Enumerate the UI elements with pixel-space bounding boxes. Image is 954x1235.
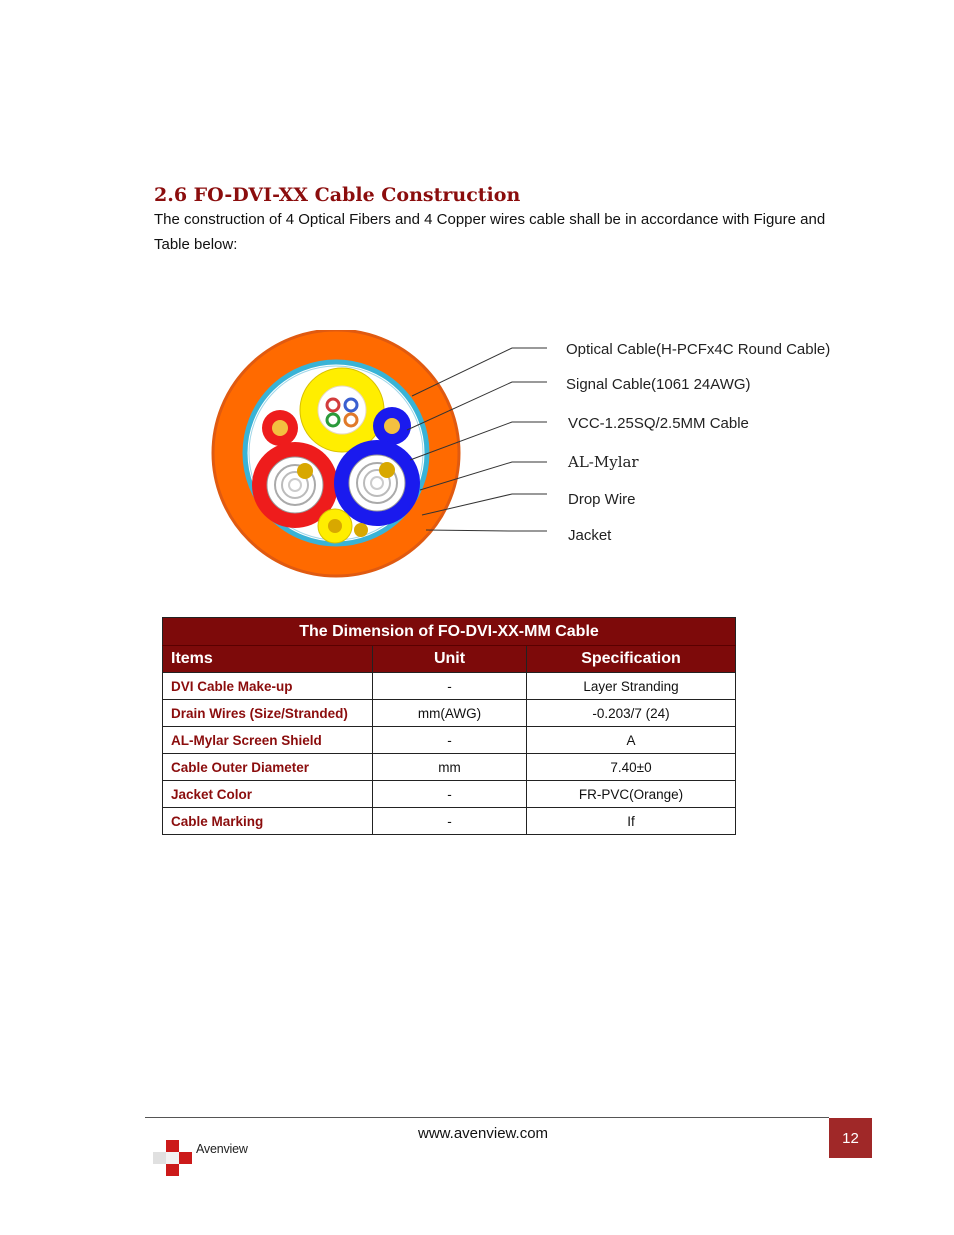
cell-item: Cable Marking [163, 808, 373, 835]
cell-unit: - [373, 808, 527, 835]
section-heading: 2.6 FO-DVI-XX Cable Construction [154, 184, 521, 206]
cell-unit: mm [373, 754, 527, 781]
cell-spec: 7.40±0 [527, 754, 736, 781]
cell-spec: FR-PVC(Orange) [527, 781, 736, 808]
table-row [163, 673, 736, 700]
avenview-logo [152, 1134, 262, 1180]
logo-mark-icon [152, 1134, 196, 1180]
cell-spec: A [527, 727, 736, 754]
cell-unit: mm(AWG) [373, 700, 527, 727]
vcc-cable-blue [373, 407, 411, 445]
label-mylar: AL-Mylar [568, 453, 639, 471]
cell-item: DVI Cable Make-up [163, 673, 373, 700]
label-signal: Signal Cable(1061 24AWG) [566, 376, 751, 393]
table-row [163, 808, 736, 835]
cell-item: AL-Mylar Screen Shield [163, 727, 373, 754]
optical-cable [300, 368, 384, 452]
table-row [163, 754, 736, 781]
section-intro: The construction of 4 Optical Fibers and 4 Copper wires cable shall be in accordance with Figure and Table below: [154, 211, 826, 253]
label-vcc: VCC-1.25SQ/2.5MM Cable [568, 415, 749, 432]
leader-jacket [426, 530, 547, 531]
cell-item: Cable Outer Diameter [163, 754, 373, 781]
cell-item: Jacket Color [163, 781, 373, 808]
dimension-table [162, 617, 736, 835]
cable-diagram [200, 330, 860, 590]
label-drop: Drop Wire [568, 491, 636, 508]
page-number-badge: 12 [829, 1118, 872, 1158]
table-title: The Dimension of FO-DVI-XX-MM Cable [163, 618, 736, 646]
label-jacket: Jacket [568, 527, 612, 544]
cell-item: Drain Wires (Size/Stranded) [163, 700, 373, 727]
cable-cross-section-figure [200, 330, 860, 590]
logo-text: Avenview [196, 1142, 248, 1156]
cell-spec: -0.203/7 (24) [527, 700, 736, 727]
cell-unit: - [373, 673, 527, 700]
table-row [163, 727, 736, 754]
table-row [163, 700, 736, 727]
header-items: Items [163, 646, 373, 673]
header-specification: Specification [527, 646, 736, 673]
cell-spec: If [527, 808, 736, 835]
cell-unit: - [373, 781, 527, 808]
label-optical: Optical Cable(H-PCFx4C Round Cable) [566, 341, 831, 358]
cell-spec: Layer Stranding [527, 673, 736, 700]
header-unit: Unit [373, 646, 527, 673]
signal-cable-blue [334, 440, 420, 526]
footer-url[interactable]: www.avenview.com [418, 1125, 549, 1142]
cell-unit: - [373, 727, 527, 754]
footer-divider [145, 1117, 829, 1118]
table-row [163, 781, 736, 808]
vcc-cable-red [262, 410, 298, 446]
